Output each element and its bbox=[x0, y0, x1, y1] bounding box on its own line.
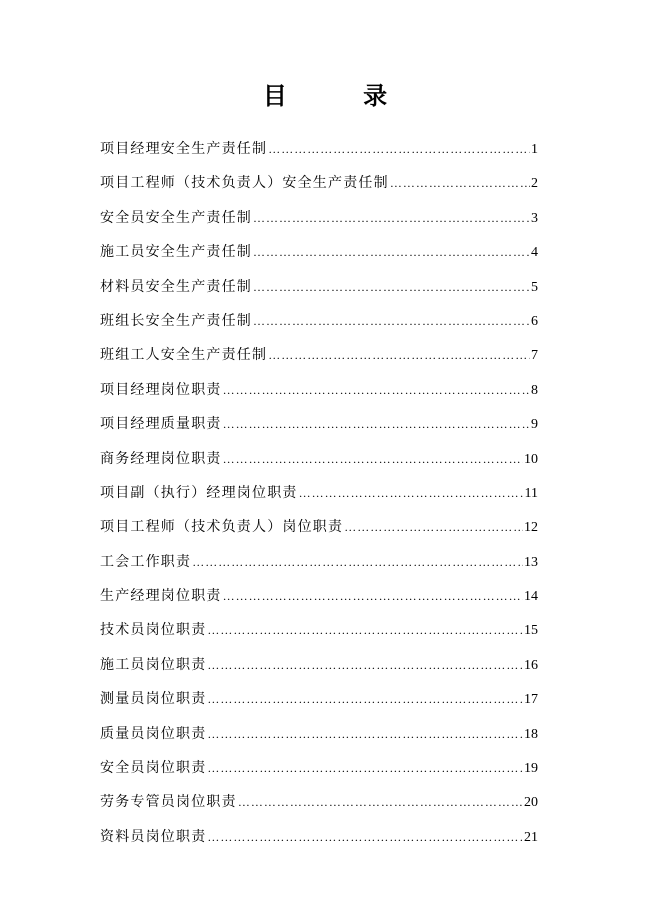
toc-page-number: 7 bbox=[531, 348, 538, 364]
toc-dot-leader bbox=[268, 341, 530, 369]
toc-page-number: 3 bbox=[531, 210, 538, 226]
toc-entry-title: 项目工程师（技术负责人）安全生产责任制 bbox=[100, 175, 389, 192]
toc-dot-leader bbox=[268, 135, 530, 163]
toc-entry-title: 项目经理安全生产责任制 bbox=[100, 141, 268, 157]
toc-page-number: 8 bbox=[531, 382, 538, 398]
toc-entry-title: 资料员岗位职责 bbox=[100, 828, 207, 845]
toc-page-number: 2 bbox=[531, 176, 538, 192]
toc-page-number: 12 bbox=[524, 520, 538, 536]
toc-page-number: 20 bbox=[524, 795, 538, 811]
toc-list bbox=[100, 135, 538, 857]
toc-page-number: 9 bbox=[531, 417, 538, 433]
toc-page-number: 1 bbox=[531, 142, 538, 157]
toc-entry-title: 项目经理质量职责 bbox=[100, 416, 222, 433]
toc-dot-leader bbox=[207, 720, 523, 748]
toc-entry-title: 工会工作职责 bbox=[100, 553, 192, 570]
toc-entry[interactable] bbox=[100, 341, 538, 375]
toc-dot-leader bbox=[253, 273, 530, 301]
toc-entry-title: 班组工人安全生产责任制 bbox=[100, 347, 268, 364]
toc-page-number: 21 bbox=[524, 829, 538, 845]
toc-page-number: 4 bbox=[531, 245, 538, 261]
toc-entry-title: 生产经理岗位职责 bbox=[100, 588, 222, 605]
toc-page-number: 6 bbox=[531, 313, 538, 329]
toc-entry[interactable] bbox=[100, 445, 538, 479]
toc-dot-leader bbox=[253, 307, 530, 335]
toc-page-number: 14 bbox=[524, 589, 538, 605]
toc-page-number: 16 bbox=[524, 657, 538, 673]
toc-entry[interactable] bbox=[100, 204, 538, 238]
toc-page-number: 10 bbox=[524, 451, 538, 467]
toc-dot-leader bbox=[390, 169, 530, 197]
toc-entry-title: 安全员安全生产责任制 bbox=[100, 209, 252, 226]
toc-dot-leader bbox=[223, 582, 523, 610]
toc-entry[interactable] bbox=[100, 135, 538, 169]
toc-entry-title: 项目经理岗位职责 bbox=[100, 381, 222, 398]
toc-dot-leader bbox=[299, 479, 524, 507]
toc-entry[interactable] bbox=[100, 616, 538, 650]
toc-entry[interactable] bbox=[100, 685, 538, 719]
toc-page-number: 13 bbox=[524, 554, 538, 570]
toc-entry-title: 项目工程师（技术负责人）岗位职责 bbox=[100, 519, 344, 536]
toc-entry[interactable] bbox=[100, 548, 538, 582]
toc-dot-leader bbox=[207, 651, 523, 679]
toc-dot-leader bbox=[223, 410, 530, 438]
toc-entry-title: 班组长安全生产责任制 bbox=[100, 312, 252, 329]
toc-entry[interactable] bbox=[100, 410, 538, 444]
toc-page-number: 15 bbox=[524, 623, 538, 639]
toc-entry-title: 施工员安全生产责任制 bbox=[100, 244, 252, 261]
toc-heading: 目 录 bbox=[262, 81, 422, 110]
toc-entry[interactable] bbox=[100, 479, 538, 513]
toc-dot-leader bbox=[207, 823, 523, 851]
toc-dot-leader bbox=[207, 685, 523, 713]
toc-dot-leader bbox=[253, 238, 530, 266]
toc-entry[interactable] bbox=[100, 513, 538, 547]
toc-entry[interactable] bbox=[100, 238, 538, 272]
toc-entry-title: 测量员岗位职责 bbox=[100, 691, 207, 708]
toc-entry-title: 材料员安全生产责任制 bbox=[100, 278, 252, 295]
toc-dot-leader bbox=[238, 788, 523, 816]
toc-entry-title: 商务经理岗位职责 bbox=[100, 450, 222, 467]
toc-entry-title: 劳务专管员岗位职责 bbox=[100, 794, 237, 811]
toc-dot-leader bbox=[253, 204, 530, 232]
toc-entry[interactable] bbox=[100, 651, 538, 685]
toc-entry[interactable] bbox=[100, 307, 538, 341]
toc-entry[interactable] bbox=[100, 754, 538, 788]
toc-entry-title: 质量员岗位职责 bbox=[100, 725, 207, 742]
toc-page-number: 17 bbox=[524, 692, 538, 708]
toc-entry[interactable] bbox=[100, 169, 538, 203]
toc-dot-leader bbox=[344, 513, 523, 541]
toc-entry-title: 施工员岗位职责 bbox=[100, 656, 207, 673]
toc-page-number: 19 bbox=[524, 761, 538, 777]
toc-page-number: 5 bbox=[531, 279, 538, 295]
toc-entry[interactable] bbox=[100, 788, 538, 822]
toc-page-number: 11 bbox=[524, 485, 538, 501]
toc-page-number: 18 bbox=[524, 726, 538, 742]
toc-entry[interactable] bbox=[100, 720, 538, 754]
toc-entry[interactable] bbox=[100, 273, 538, 307]
toc-dot-leader bbox=[207, 616, 523, 644]
toc-entry[interactable] bbox=[100, 582, 538, 616]
toc-dot-leader bbox=[223, 376, 530, 404]
toc-entry-title: 安全员岗位职责 bbox=[100, 760, 207, 777]
toc-dot-leader bbox=[223, 445, 523, 473]
toc-entry[interactable] bbox=[100, 823, 538, 857]
toc-entry-title: 技术员岗位职责 bbox=[100, 622, 207, 639]
toc-entry[interactable] bbox=[100, 376, 538, 410]
toc-dot-leader bbox=[192, 548, 523, 576]
toc-dot-leader bbox=[207, 754, 523, 782]
toc-entry-title: 项目副（执行）经理岗位职责 bbox=[100, 484, 298, 501]
